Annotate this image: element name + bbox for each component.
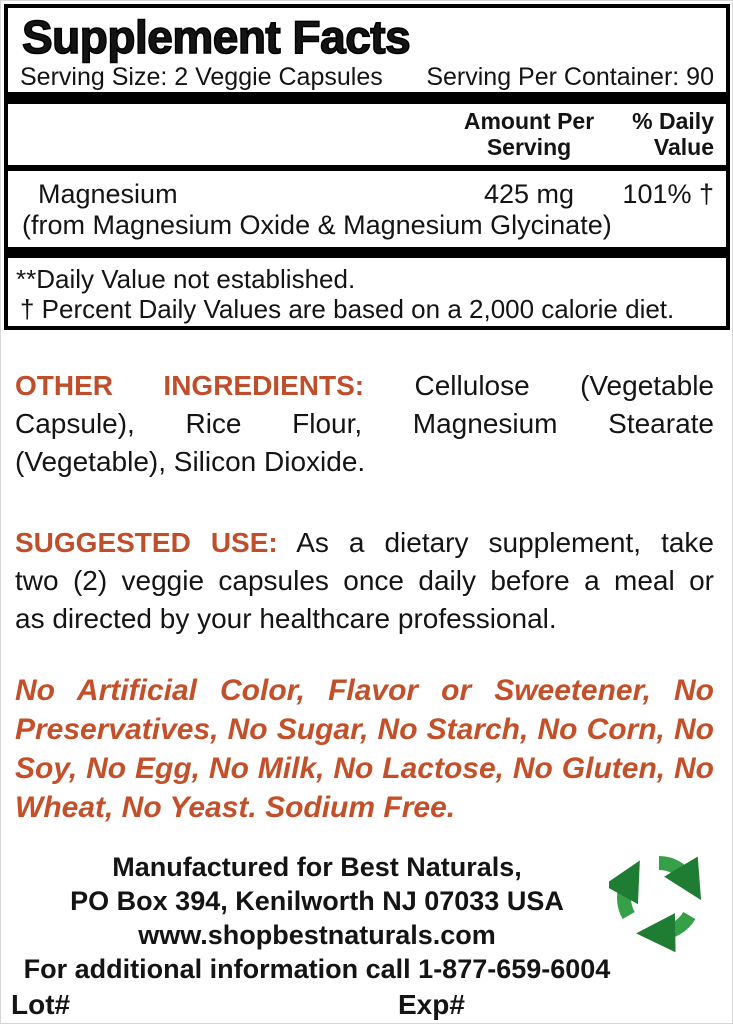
phone-line: For additional information call 1-877-659-6004 — [23, 954, 611, 984]
nutrient-source: (from Magnesium Oxide & Magnesium Glycinate) — [22, 210, 612, 240]
other-ingredients-line1 — [15, 367, 714, 405]
exp-label: Exp# — [398, 989, 465, 1020]
supplement-facts-panel — [4, 4, 730, 330]
suggested-use-line1-text: As a dietary supplement, take — [296, 527, 714, 558]
other-ingredients-line3: (Vegetable), Silicon Dioxide. — [15, 446, 366, 477]
suggested-use-line1 — [15, 524, 714, 562]
dv-header-line2: Value — [653, 134, 714, 160]
footnote-dv-not-established: **Daily Value not established. — [16, 264, 356, 294]
claims-line4: Wheat, No Yeast. Sodium Free. — [15, 791, 456, 824]
claims-line2: Preservatives, No Sugar, No Starch, No Corn, No — [15, 713, 714, 746]
facts-column-headers — [8, 104, 726, 165]
address-line: PO Box 394, Kenilworth NJ 07033 USA — [70, 886, 564, 916]
divider-bar-thick-bottom — [8, 247, 726, 258]
nutrient-daily-value: 101% † — [622, 179, 714, 209]
nutrient-row-magnesium — [8, 171, 726, 209]
lot-label: Lot# — [11, 989, 71, 1020]
amount-header-line2: Serving — [486, 134, 572, 160]
other-ingredients-label: OTHER INGREDIENTS: — [15, 370, 365, 401]
serving-size: Serving Size: 2 Veggie Capsules — [20, 63, 383, 91]
serving-row — [8, 62, 726, 92]
suggested-use-paragraph — [15, 524, 714, 638]
facts-col-header-amount — [444, 108, 614, 160]
nutrient-name: Magnesium — [38, 179, 178, 209]
claims-line3: Soy, No Egg, No Milk, No Lactose, No Gluten, No — [15, 752, 714, 785]
dv-header-line1: % Daily — [632, 108, 714, 134]
manufacturer-line: Manufactured for Best Naturals, — [112, 852, 522, 882]
website-line: www.shopbestnaturals.com — [138, 920, 496, 950]
other-ingredients-line2: Capsule), Rice Flour, Magnesium Stearate — [15, 408, 714, 439]
claims-paragraph — [15, 671, 714, 827]
suggested-use-line2: two (2) veggie capsules once daily before a meal or — [15, 565, 714, 596]
other-ingredients-paragraph — [15, 367, 714, 481]
other-ingredients-line1-text: Cellulose (Vegetable — [414, 370, 714, 401]
footer — [1, 850, 633, 986]
amount-header-line1: Amount Per — [463, 108, 595, 134]
facts-col-header-daily-value — [614, 108, 714, 160]
facts-title: Supplement Facts — [22, 11, 411, 63]
suggested-use-label: SUGGESTED USE: — [15, 527, 278, 558]
nutrient-amount: 425 mg — [483, 179, 575, 209]
footnote-percent-dv: † Percent Daily Values are based on a 2,000 calorie diet. — [20, 294, 675, 324]
divider-bar-thick-top — [8, 92, 726, 104]
suggested-use-line3: as directed by your healthcare professional. — [15, 603, 557, 634]
claims-line1: No Artificial Color, Flavor or Sweetener, No — [15, 674, 714, 707]
servings-per-container: Serving Per Container: 90 — [426, 63, 714, 91]
recycle-icon — [609, 844, 709, 952]
